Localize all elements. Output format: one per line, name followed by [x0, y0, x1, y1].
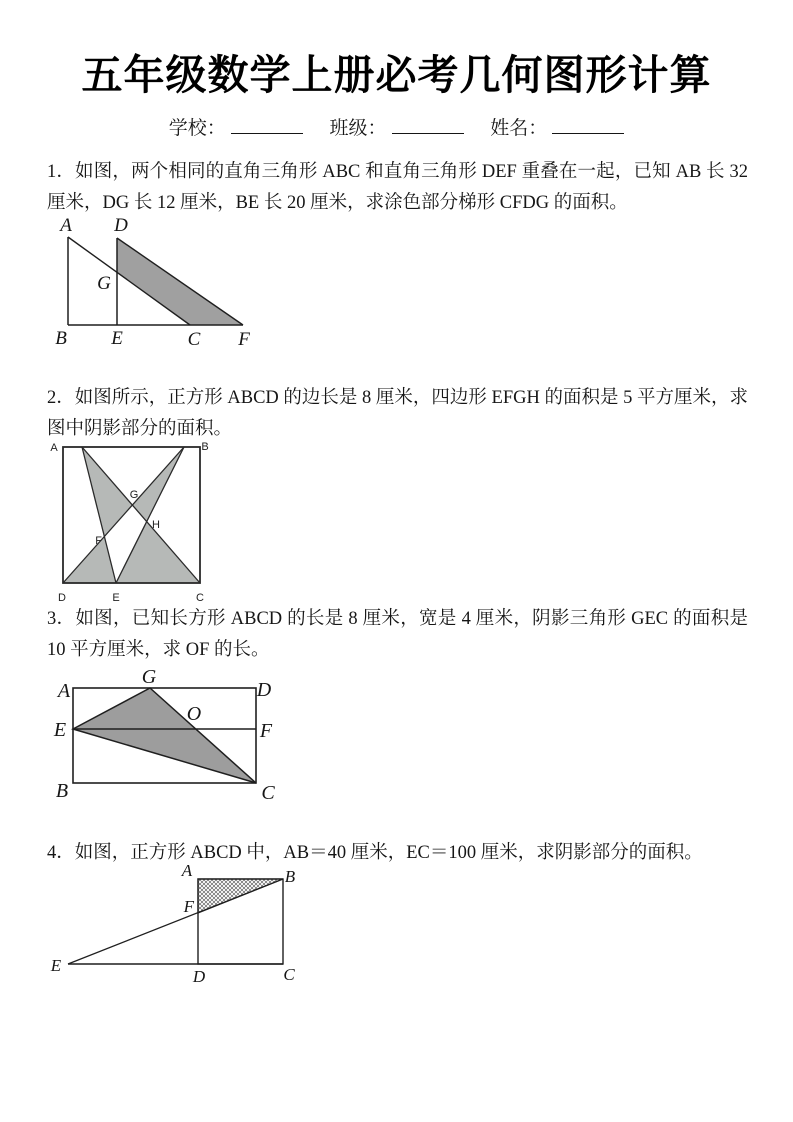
- class-blank-line: [392, 114, 464, 134]
- fig3-label-B: B: [55, 780, 69, 802]
- fig1-label-A: A: [60, 215, 72, 236]
- fig4-line-EB: [68, 879, 283, 964]
- fig2-label-G: G: [129, 489, 139, 501]
- fig2-shaded-lower-left: [63, 537, 116, 583]
- fig1-label-G: G: [97, 273, 111, 294]
- fig2-shaded-upper-right: [129, 447, 184, 522]
- fig4-label-A: A: [181, 862, 193, 880]
- fig4-label-B: B: [284, 867, 296, 886]
- school-label: 学校：: [168, 118, 226, 139]
- name-blank-line: [552, 114, 624, 134]
- problem-3-text: 3．如图，已知长方形 ABCD 的长是 8 厘米，宽是 4 厘米，阴影三角形 GEC 的面积是 10 平方厘米，求 OF 的长。: [47, 609, 748, 660]
- fig2-shaded-lower-right: [116, 522, 200, 583]
- fig2-label-B: B: [201, 441, 209, 453]
- fig2-label-F: F: [95, 535, 102, 547]
- fig4-label-E: E: [50, 956, 62, 975]
- school-field: [169, 118, 303, 139]
- fig3-shaded-triangle-GEC: [73, 688, 256, 783]
- fig4-label-D: D: [192, 967, 206, 986]
- fig4-label-C: C: [283, 965, 295, 984]
- fig3-label-C: C: [261, 782, 275, 804]
- fig3-label-G: G: [141, 666, 157, 688]
- fig3-label-O: O: [186, 703, 202, 725]
- fig2-label-E: E: [112, 592, 120, 604]
- header-fields: [0, 113, 793, 140]
- problem-1-text: 1．如图，两个相同的直角三角形 ABC 和直角三角形 DEF 重叠在一起，已知 AB 长 32 厘米，DG 长 12 厘米，BE 长 20 厘米，求涂色部分梯形 CFDG 的面积。: [47, 162, 748, 213]
- fig1-label-B: B: [55, 328, 67, 349]
- fig2-label-C: C: [196, 592, 204, 604]
- figure-1-overlapping-triangles: [45, 215, 260, 355]
- fig3-label-F: F: [259, 720, 273, 742]
- fig1-label-D: D: [114, 215, 128, 236]
- fig3-label-E: E: [53, 719, 67, 741]
- class-label: 班级：: [329, 118, 387, 139]
- school-blank-line: [231, 114, 303, 134]
- fig3-label-A: A: [57, 680, 71, 702]
- name-label: 姓名：: [490, 118, 548, 139]
- fig2-label-A: A: [50, 442, 58, 454]
- fig1-label-E: E: [111, 328, 123, 349]
- figure-3-rectangle-triangle-diagram: [45, 666, 305, 814]
- fig1-label-C: C: [187, 329, 201, 350]
- fig2-label-H: H: [152, 519, 160, 531]
- class-field: [329, 118, 463, 139]
- page-title: 五年级数学上册必考几何图形计算: [81, 52, 712, 98]
- fig3-label-D: D: [256, 679, 272, 701]
- figure-2-square-star-diagram: [40, 435, 220, 605]
- name-field: [490, 118, 624, 139]
- problem-4-text: 4．如图，正方形 ABCD 中，AB＝40 厘米，EC＝100 厘米，求阴影部分的面积。: [47, 843, 703, 863]
- figure-4-square-with-line-EB: [40, 862, 330, 988]
- fig2-label-D: D: [58, 592, 66, 604]
- fig2-shaded-upper-left: [82, 447, 132, 537]
- fig4-label-F: F: [183, 897, 194, 916]
- fig1-label-F: F: [238, 329, 250, 350]
- problem-2-text: 2．如图所示，正方形 ABCD 的边长是 8 厘米，四边形 EFGH 的面积是 5 平方厘米，求图中阴影部分的面积。: [47, 388, 748, 439]
